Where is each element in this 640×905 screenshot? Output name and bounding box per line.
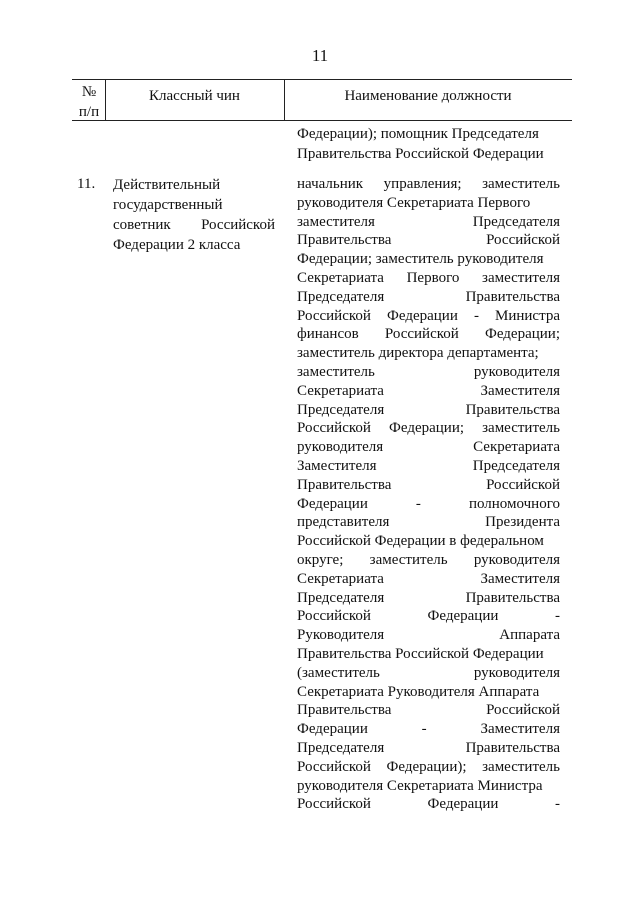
- text-line: [297, 269, 560, 288]
- text-line: [297, 419, 560, 438]
- text-line: [297, 758, 560, 777]
- word: -: [415, 495, 421, 512]
- word: Председателя: [472, 457, 560, 474]
- word: Заместителя: [480, 382, 560, 399]
- word: Председателя: [297, 288, 385, 305]
- text-line: [297, 607, 560, 626]
- word: полномочного: [468, 495, 560, 512]
- word: Президента: [485, 514, 560, 531]
- word: руководителя: [297, 439, 384, 456]
- word: Правительства: [465, 288, 560, 305]
- text-line: [297, 325, 560, 344]
- text-line: [297, 213, 560, 232]
- text-line: [297, 194, 560, 213]
- word: представителя: [297, 514, 390, 531]
- word: Российской: [297, 608, 371, 625]
- word: Действительный: [113, 177, 221, 193]
- word: -: [473, 307, 479, 324]
- text-line: [297, 457, 560, 476]
- continuation-line: Правительства Российской Федерации: [297, 146, 544, 162]
- word: Федерации: [297, 495, 368, 512]
- word: Секретариата: [297, 382, 384, 399]
- text-line: [297, 589, 560, 608]
- word: Федерации;: [484, 326, 560, 343]
- continuation-text: [297, 124, 560, 164]
- text-line: [297, 513, 560, 532]
- word: -: [555, 608, 560, 625]
- word: начальник: [297, 176, 364, 192]
- text-line: [297, 795, 560, 814]
- table-top-rule: [72, 79, 572, 80]
- word: округе;: [297, 551, 344, 568]
- text-line: [297, 683, 560, 702]
- word: финансов: [297, 326, 359, 343]
- word: Российской: [486, 702, 560, 719]
- text-line: [297, 382, 560, 401]
- word: Председателя: [472, 213, 560, 230]
- word: советник: [113, 217, 171, 233]
- row-rank-cell: [113, 175, 275, 255]
- continuation-line: Федерации); помощник Председателя: [297, 126, 539, 142]
- table-header-rule: [72, 120, 572, 121]
- word: Аппарата: [499, 627, 560, 644]
- word: руководителя: [473, 363, 560, 380]
- word: Секретариата: [297, 269, 384, 286]
- word: Секретариата: [297, 570, 384, 587]
- word: руководителя: [473, 664, 560, 681]
- word: заместителя: [297, 213, 375, 230]
- text-line: [297, 720, 560, 739]
- text-line: [297, 476, 560, 495]
- word: Правительства: [297, 476, 392, 493]
- text-line: [297, 307, 560, 326]
- word: Председателя: [297, 401, 385, 418]
- text-line: [297, 344, 560, 363]
- word: Правительства: [465, 401, 560, 418]
- word: заместитель: [482, 176, 560, 192]
- header-number-column: № п/п: [78, 84, 100, 120]
- word: заместитель: [369, 551, 448, 568]
- text-line: [297, 438, 560, 457]
- text-line: [297, 739, 560, 758]
- word: (заместитель: [297, 664, 380, 681]
- text-line: [113, 235, 275, 255]
- text-line: [297, 645, 560, 664]
- word: управления;: [383, 176, 462, 192]
- word: Российской: [297, 796, 371, 813]
- word: Первого: [406, 269, 460, 286]
- row-number: 11.: [77, 176, 96, 192]
- word: Правительства: [465, 589, 560, 606]
- word: Федерации;: [389, 420, 465, 437]
- word: Российской: [486, 476, 560, 493]
- text-line: [297, 401, 560, 420]
- text-line: [297, 175, 560, 194]
- page-number: 11: [311, 46, 329, 65]
- header-rank-column: Классный чин: [149, 88, 240, 104]
- text-line: [297, 250, 560, 269]
- text-line: [297, 231, 560, 250]
- word: Российской: [384, 326, 459, 343]
- word: Российской: [297, 307, 371, 324]
- word: -: [421, 721, 427, 738]
- word: Федерации: [427, 608, 499, 625]
- word: заместитель: [297, 363, 375, 380]
- word: Правительства: [297, 702, 392, 719]
- text-line: [297, 288, 560, 307]
- word: Федерации 2 класса: [113, 237, 241, 253]
- word: Правительства: [465, 739, 560, 756]
- word: Федерации: [427, 796, 499, 813]
- text-line: [113, 175, 275, 195]
- text-line: [297, 626, 560, 645]
- word: заместитель: [482, 420, 560, 437]
- word: Правительства Российской Федерации: [297, 645, 544, 662]
- word: Российской: [486, 232, 560, 249]
- word: руководителя Секретариата Первого: [297, 194, 531, 211]
- text-line: [297, 701, 560, 720]
- word: Правительства: [297, 232, 392, 249]
- text-line: [297, 777, 560, 796]
- text-line: [297, 363, 560, 382]
- word: Российской Федерации в федеральном: [297, 533, 544, 550]
- word: Российской: [297, 758, 371, 775]
- text-line: [297, 532, 560, 551]
- text-line: [297, 664, 560, 683]
- word: заместитель директора департамента;: [297, 345, 539, 362]
- word: Федерации: [387, 307, 458, 324]
- text-line: [113, 215, 275, 235]
- word: руководителя Секретариата Министра: [297, 777, 543, 794]
- word: Министра: [495, 307, 560, 324]
- word: заместитель: [482, 758, 560, 775]
- word: Российской: [297, 420, 371, 437]
- text-line: [297, 551, 560, 570]
- word: Секретариата: [473, 439, 560, 456]
- word: Российской: [201, 217, 275, 233]
- word: государственный: [113, 197, 223, 213]
- word: Заместителя: [297, 457, 377, 474]
- word: Федерации: [297, 721, 368, 738]
- word: -: [555, 796, 560, 813]
- text-line: [297, 495, 560, 514]
- word: Председателя: [297, 739, 385, 756]
- word: руководителя: [473, 551, 560, 568]
- word: Руководителя: [297, 627, 385, 644]
- row-position-cell: [297, 175, 560, 814]
- header-position-column: Наименование должности: [344, 88, 512, 104]
- word: заместителя: [482, 269, 560, 286]
- word: Федерации; заместитель руководителя: [297, 251, 544, 268]
- text-line: [113, 195, 275, 215]
- word: Заместителя: [480, 570, 560, 587]
- word: Председателя: [297, 589, 385, 606]
- word: Заместителя: [480, 721, 560, 738]
- word: Секретариата Руководителя Аппарата: [297, 683, 540, 700]
- word: Федерации);: [386, 758, 467, 775]
- text-line: [297, 570, 560, 589]
